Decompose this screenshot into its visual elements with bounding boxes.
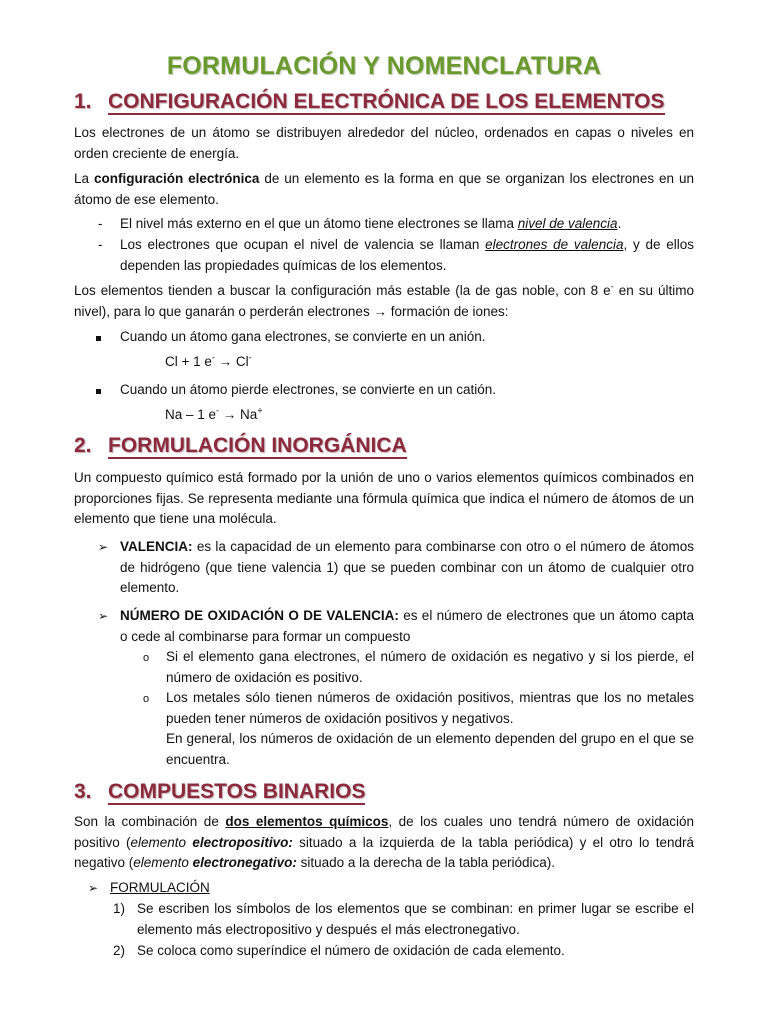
arrow-glyph: ➢	[98, 540, 109, 554]
dos-elementos-quimicos-term: dos elementos químicos	[225, 814, 389, 829]
dash-item-2	[120, 235, 694, 276]
nivel-de-valencia-term: nivel de valencia	[517, 216, 618, 231]
superscript: -	[610, 281, 614, 292]
step-number: 1)	[113, 901, 126, 916]
electronegativo-term: electronegativo:	[192, 855, 297, 870]
section-1-paragraph-3	[74, 281, 694, 322]
text-run: situado a la derecha de la tabla periódica).	[296, 855, 556, 870]
superscript: -	[248, 352, 252, 363]
text-run: Son la combinación de	[74, 814, 226, 829]
oxidacion-subitem-1: Si el elemento gana electrones, el número de oxidación es negativo y si los pierde, el número de oxidación es positivo.	[166, 649, 694, 685]
arrow-glyph: ➢	[88, 881, 99, 895]
section-2-heading	[74, 434, 407, 458]
section-3-number: 3.	[74, 780, 92, 803]
superscript: +	[257, 405, 263, 416]
text-run: elemento	[130, 834, 193, 850]
electropositivo-term: electropositivo:	[192, 834, 293, 850]
circle-bullet-icon	[143, 688, 149, 710]
dash-bullet: -	[98, 216, 103, 231]
anion-equation	[165, 352, 252, 372]
section-1-title: CONFIGURACIÓN ELECTRÓNICA DE LOS ELEMENTOS	[108, 90, 665, 113]
text-run: , de los cuales uno tendrá número de oxidación positivo (	[74, 814, 694, 850]
square-bullet-icon	[96, 327, 101, 348]
eq-text: Cl + 1 e	[165, 354, 212, 369]
text-run: es el número de electrones que un átomo capta o cede al combinarse para formar un compuesto	[120, 608, 695, 644]
section-1-paragraph-2	[74, 169, 694, 210]
section-2-title: FORMULACIÓN INORGÁNICA	[108, 434, 407, 457]
text-run: .	[617, 216, 622, 231]
dash-bullet: -	[98, 237, 103, 252]
arrow-bullet-icon	[88, 878, 99, 899]
square-bullet-item-2: Cuando un átomo pierde electrones, se convierte en un catión.	[120, 382, 496, 397]
electrones-de-valencia-term: electrones de valencia	[485, 237, 624, 252]
text-run: en su último nivel), para lo que ganarán o perderán electrones → formación de iones:	[74, 283, 694, 319]
circle-glyph: o	[143, 652, 150, 664]
section-2-paragraph-1: Un compuesto químico está formado por la unión de uno o varios elementos químicos combinados en proporciones fijas. Se representa mediante una fórmula química que indica el número de átomos de un elemento que tiene una molécula.	[74, 470, 694, 526]
text-run: Los electrones que ocupan el nivel de valencia se llaman	[120, 237, 486, 252]
superscript: -	[216, 405, 220, 416]
formulacion-subheading: FORMULACIÓN	[110, 880, 210, 895]
valencia-label: VALENCIA:	[120, 539, 193, 554]
formulacion-step-2: Se coloca como superíndice el número de oxidación de cada elemento.	[137, 943, 565, 958]
eq-text: Na – 1 e	[165, 407, 217, 422]
configuracion-electronica-term: configuración electrónica	[93, 171, 260, 186]
circle-bullet-icon	[143, 647, 149, 669]
step-number: 2)	[113, 943, 126, 958]
section-3-heading	[74, 780, 365, 804]
eq-text: → Na	[219, 407, 258, 422]
section-1-number: 1.	[74, 90, 92, 113]
text-run: elemento	[133, 855, 193, 870]
square-bullet-icon	[96, 380, 101, 401]
text-run: , y de ellos dependen las propiedades químicas de los elementos.	[120, 237, 694, 273]
eq-text: → Cl	[214, 354, 249, 369]
oxidacion-label: NÚMERO DE OXIDACIÓN O DE VALENCIA:	[120, 608, 399, 623]
section-3-paragraph-1	[74, 812, 694, 874]
formulacion-step-1: Se escriben los símbolos de los elementos que se combinan: en primer lugar se escribe el elemento más electropositivo y después el más electronegativo.	[137, 901, 694, 937]
text-run: El nivel más externo en el que un átomo tiene electrones se llama	[120, 216, 518, 231]
arrow-bullet-icon	[98, 606, 109, 627]
text-run: de un elemento es la forma en que se organizan los electrones en un átomo de ese elemento.	[74, 171, 694, 207]
section-3-title: COMPUESTOS BINARIOS	[108, 780, 366, 803]
oxidacion-subitem-2: Los metales sólo tienen números de oxidación positivos, mientras que los no metales pueden tener números de oxidación positivos y negativos.	[166, 690, 694, 726]
text-run: Los elementos tienden a buscar la configuración más estable (la de gas noble, con 8 e	[74, 283, 611, 298]
square-bullet-item-1: Cuando un átomo gana electrones, se convierte en un anión.	[120, 329, 486, 344]
superscript: -	[211, 352, 215, 363]
oxidacion-definition	[120, 606, 694, 647]
section-1-heading	[74, 90, 665, 114]
circle-glyph: o	[143, 693, 150, 705]
valencia-definition	[120, 537, 694, 599]
cation-equation	[165, 405, 263, 425]
document-title: FORMULACIÓN Y NOMENCLATURA	[166, 52, 602, 80]
dash-item-1	[120, 214, 694, 235]
oxidacion-subitem-2-extra: En general, los números de oxidación de un elemento dependen del grupo en el que se encuentra.	[166, 731, 694, 767]
text-run: La	[74, 171, 94, 186]
text-run: es la capacidad de un elemento para combinarse con otro o el número de átomos de hidrógeno (que tiene valencia 1) que se pueden combinar con un átomo de cualquier otro elemento.	[120, 539, 694, 595]
text-run: situado a la izquierda de la tabla periódica) y el otro lo tendrá negativo (	[74, 834, 694, 870]
section-1-paragraph-1: Los electrones de un átomo se distribuyen alrededor del núcleo, ordenados en capas o niveles en orden creciente de energía.	[74, 125, 694, 161]
arrow-bullet-icon	[98, 537, 109, 558]
section-2-number: 2.	[74, 434, 92, 457]
arrow-glyph: ➢	[98, 609, 109, 623]
